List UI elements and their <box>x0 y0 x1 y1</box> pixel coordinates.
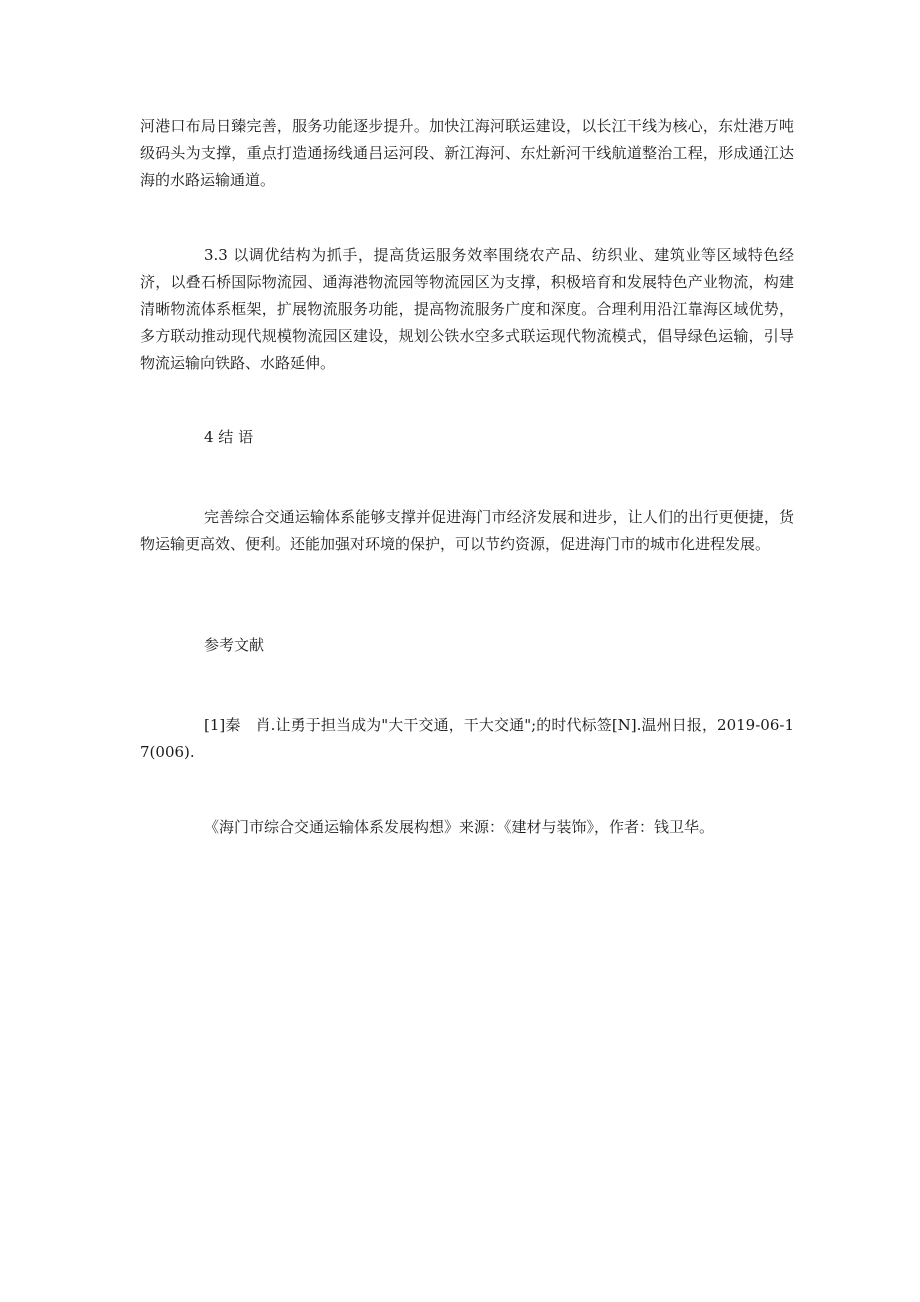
source-note: 《海门市综合交通运输体系发展构想》来源：《建材与装饰》，作者：钱卫华。 <box>204 818 715 836</box>
paragraph-waterway: 河港口布局日臻完善，服务功能逐步提升。加快江海河联运建设，以长江干线为核心，东灶港万吨级码头为支撑，重点打造通扬线通吕运河段、新江海河、东灶新河干线航道整治工程，形成通江达海的水路运输通道。 <box>140 117 794 189</box>
references-heading: 参考文献 <box>204 636 265 654</box>
paragraph-conclusion: 完善综合交通运输体系能够支撑并促进海门市经济发展和进步，让人们的出行更便捷，货物运输更高效、便利。还能加强对环境的保护，可以节约资源，促进海门市的城市化进程发展。 <box>140 508 794 553</box>
paragraph-section-3-3: 3.3 以调优结构为抓手，提高货运服务效率围绕农产品、纺织业、建筑业等区域特色经济，以叠石桥国际物流园、通海港物流园等物流园区为支撑，积极培育和发展特色产业物流，构建清晰物流体系框架，扩展物流服务功能，提高物流服务广度和深度。合理利用沿江靠海区域优势，多方联动推动现代规模物流园区建设，规划公铁水空多式联运现代物流模式，倡导绿色运输，引导物流运输向铁路、水路延伸。 <box>140 246 794 372</box>
reference-item-1: [1]秦 肖.让勇于担当成为"大干交通，干大交通";的时代标签[N].温州日报，2019-06-17(006). <box>140 716 794 761</box>
section-heading-conclusion: 4 结 语 <box>204 428 254 446</box>
